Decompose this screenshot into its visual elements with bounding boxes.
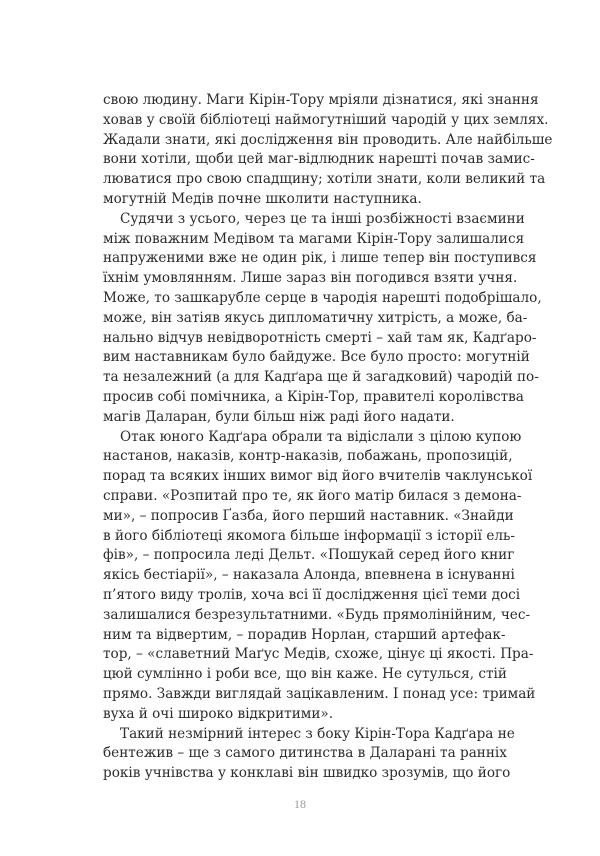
text-line: прямо. Завжди виглядай зацікавленим. І понад усе: тримай (103, 685, 536, 702)
text-line: магів Даларан, були більш ніж раді його надати. (103, 408, 455, 425)
text-line: років учнівства у конклаві він швидко зрозумів, що його (103, 765, 511, 782)
text-line: ми», – попросив Ґазба, його перший наставник. «Знайди (103, 507, 514, 524)
paragraph (103, 210, 542, 428)
text-line: Такий незмірний інтерес з боку Кірін-Тора Кадґара не (120, 725, 515, 742)
text-line: ним та відвертим, – порадив Норлан, старший артефак- (103, 626, 506, 643)
paragraph (103, 428, 536, 725)
text-line: Жадали знати, які дослідження він проводить. Але найбільше (103, 131, 553, 148)
page-number: 18 (294, 797, 306, 811)
text-line: п’ятого виду тролів, хоча всі її дослідження цієї теми досі (103, 586, 521, 603)
text-line: напруженими вже не один рік, і лише тепер він поступився (103, 250, 537, 267)
text-line: фів», – попросила леді Дельт. «Пошукай серед його книг (103, 547, 515, 564)
text-line: настанов, наказів, контр-наказів, побажань, пропозицій, (103, 448, 513, 465)
text-line: цюй сумлінно і роби все, що він каже. Не сутулься, стій (103, 666, 507, 683)
text-line: свою людину. Маги Кірін-Тору мріяли дізнатися, які знання (103, 92, 539, 108)
text-line: вуха й очі широко відкритими». (103, 705, 334, 722)
text-line: люватися про свою спадщину; хотіли знати, коли великий та (103, 171, 546, 188)
text-line: вони хотіли, щоби цей маг-відлюдник нарешті почав замис- (103, 151, 535, 168)
text-line: нально відчув невідворотність смерті – хай там як, Кадґаро- (103, 329, 537, 346)
text-line: залишалися безрезультатними. «Будь прямолінійним, чес- (103, 606, 531, 623)
paragraph (103, 725, 515, 784)
text-line: Може, то зашкарубле серце в чародія нарешті подобрішало, (103, 289, 542, 306)
text-line: якісь бестіарії», – наказала Алонда, впевнена в існуванні (103, 567, 515, 584)
text-line: між поважним Медівом та магами Кірін-Тору залишалися (103, 230, 525, 247)
text-line: бентежив – ще з самого дитинства в Даларані та ранніх (103, 745, 507, 762)
text-line: Отак юного Кадґара обрали та відіслали з цілою купою (120, 428, 522, 445)
text-line: тор, – «славетний Маґус Медів, схоже, цінує ці якості. Пра- (103, 646, 534, 663)
text-line: порад та всяких інших вимог від його вчителів чаклунської (103, 468, 533, 485)
page-body-text (103, 91, 553, 784)
text-line: та незалежний (а для Кадґара ще й загадковий) чародій по- (103, 369, 539, 386)
text-line: Судячи з усього, через це та інші розбіжності взаємини (120, 210, 525, 227)
text-line: могутній Медів почне школити наступника. (103, 190, 422, 207)
paragraph (103, 91, 553, 210)
text-line: їхнім умовлянням. Лише зараз він погодився взяти учня. (103, 270, 518, 287)
text-line: вим наставникам було байдуже. Все було просто: могутній (103, 349, 530, 366)
text-line: ховав у своїй бібліотеці наймогутніший чародій у цих землях. (103, 111, 549, 128)
text-line: може, він затіяв якусь дипломатичну хитрість, а може, ба- (103, 309, 528, 326)
text-line: справи. «Розпитай про те, як його матір билася з демона- (103, 487, 522, 504)
text-line: просив собі помічника, а Кірін-Тор, правителі королівства (103, 388, 524, 405)
text-line: в його бібліотеці якомога більше інформації з історії ель- (103, 527, 516, 544)
